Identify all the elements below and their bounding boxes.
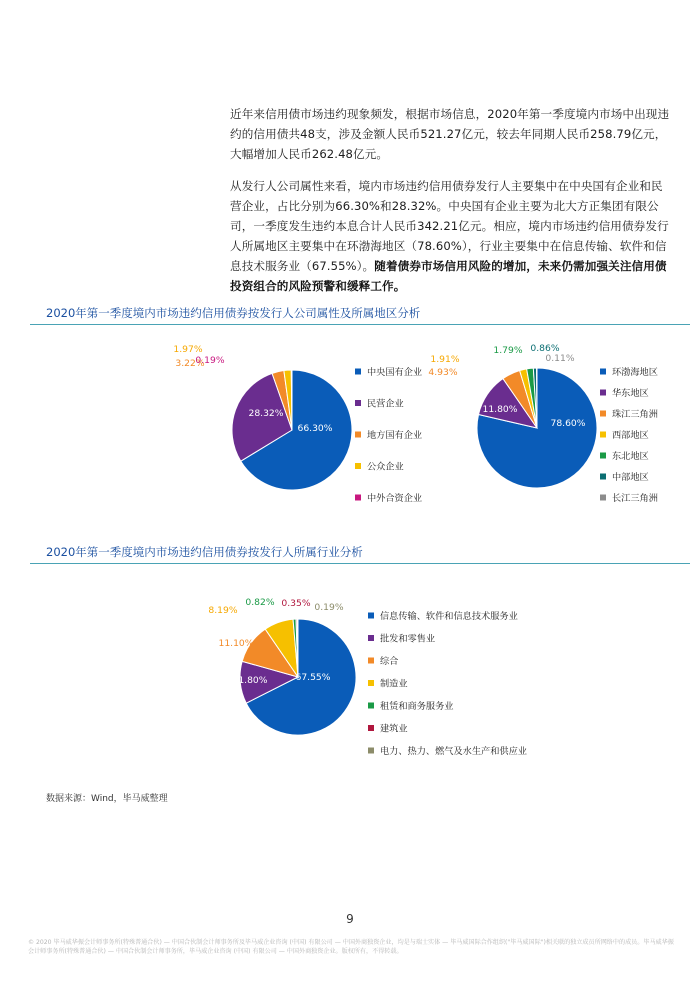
legend-swatch [368,748,374,754]
data-source-note: 数据来源：Wind，毕马威整理 [46,794,168,804]
slice-label: 1.79% [493,345,523,356]
legend-label: 环渤海地区 [612,367,658,378]
legend-swatch [355,432,361,438]
legend-swatch [355,400,361,406]
legend-label: 东北地区 [612,451,649,462]
section-1-divider [30,324,690,325]
pie-chart-industry [200,585,660,775]
slice-label: 0.82% [245,597,275,608]
legend-swatch [355,463,361,469]
legend-label: 华东地区 [612,388,649,399]
legend-swatch [368,658,374,664]
slice-label: 0.19% [195,355,225,366]
legend-swatch [355,369,361,375]
legend-label: 中部地区 [612,472,649,483]
slice-label: 67.55% [295,672,331,683]
slice-label: 11.80% [232,675,268,686]
slice-label: 0.86% [530,343,560,354]
legend-swatch [368,703,374,709]
legend-label: 制造业 [380,678,408,690]
legend-swatch [600,390,606,396]
section-1-title: 2020年第一季度境内市场违约信用债券按发行人公司属性及所属地区分析 [46,306,421,320]
slice-label: 1.97% [173,344,203,355]
paragraph-2-text: 从发行人公司属性来看，境内市场违约信用债券发行人主要集中在中央国有企业和民营企业，占比分别为66.30%和28.32%。中央国有企业主要为北大方正集团有限公司，一季度发生违约本息合计人民币342.21亿元。相应，境内市场违约信用债券发行人所属地区主要集中在环渤海地区（78.60%），行业主要集中在信息传输、软件和信息技术服务业（67.55%）。 [230,179,669,273]
slice-label: 66.30% [297,423,333,434]
legend-label: 中央国有企业 [367,367,423,378]
page-number: 9 [346,912,354,926]
pie-slice [297,619,298,677]
paragraph-1: 近年来信用债市场违约现象频发，根据市场信息，2020年第一季度境内市场中出现违约的信用债共48支，涉及金额人民币521.27亿元，较去年同期人民币258.79亿元，大幅增加人民币262.48亿元。 [230,107,670,161]
pie-chart-company-type [173,330,450,520]
slice-label: 0.35% [281,598,311,609]
slice-label: 78.60% [550,418,586,429]
slice-label: 28.32% [248,408,284,419]
legend-label: 西部地区 [612,430,649,441]
section-2-title: 2020年第一季度境内市场违约信用债券按发行人所属行业分析 [46,545,363,559]
legend-swatch [355,495,361,501]
legend-swatch [368,613,374,619]
legend-label: 珠江三角洲 [612,409,658,420]
paragraph-2-bold: 随着债券市场信用风险的增加，未来仍需加强关注信用债投资组合的风险预警和缓释工作。 [230,259,667,293]
legend-label: 电力、热力、燃气及水生产和供应业 [380,746,527,757]
legend-label: 综合 [380,656,399,667]
slice-label: 11.10% [218,638,254,649]
legend-swatch [600,411,606,417]
pie-chart-region [428,330,690,520]
legend-swatch [368,635,374,641]
legend-swatch [600,474,606,480]
legend-label: 建筑业 [380,723,408,735]
legend-swatch [368,725,374,731]
slice-label: 3.22% [175,358,205,369]
legend-label: 租赁和商务服务业 [380,701,454,712]
legend-swatch [600,453,606,459]
slice-label: 4.93% [428,367,458,378]
slice-label: 0.11% [545,353,575,364]
paragraph-2 [230,176,670,296]
legend-label: 民营企业 [367,398,404,410]
legend-swatch [600,432,606,438]
legend-label: 长江三角洲 [612,493,658,504]
slice-label: 11.80% [482,404,518,415]
legend-swatch [600,495,606,501]
slice-label: 1.91% [430,354,460,365]
copyright-footer: © 2020 毕马威华振会计师事务所(特殊普通合伙) — 中国合伙制会计师事务所及毕马威企业咨询 (中国) 有限公司 — 中国外商独资企业，均是与瑞士实体 — 毕马威国际合作组织("毕马威国际")相关联的独立成员所网络中的成员。毕马威华振会计师事务所(特殊普通合伙) — 中国合伙制会计师事务所，毕马威企业咨询 (中国) 有限公司 — 中国外商独资企业。版权所有，不得转载。 [28,939,674,955]
legend-label: 公众企业 [367,461,404,473]
legend-label: 中外合资企业 [367,493,423,504]
section-2-divider [30,563,690,564]
legend-swatch [368,680,374,686]
legend-swatch [600,369,606,375]
slice-label: 0.19% [314,602,344,613]
legend-label: 信息传输、软件和信息技术服务业 [380,611,518,622]
slice-label: 8.19% [208,605,238,616]
legend-label: 批发和零售业 [380,633,436,645]
legend-label: 地方国有企业 [367,430,423,441]
